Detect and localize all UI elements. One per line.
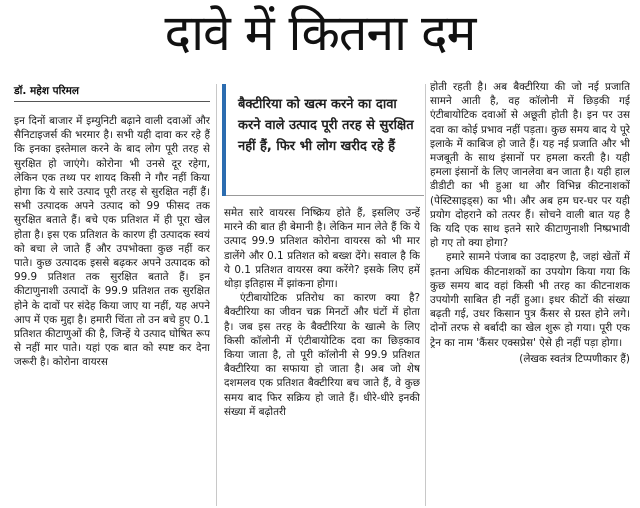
column-divider-1 xyxy=(216,84,217,506)
headline: दावे में कितना दम xyxy=(164,4,476,62)
author-note: (लेखक स्वतंत्र टिप्पणीकार हैं) xyxy=(519,352,630,365)
pullquote-rule xyxy=(226,195,424,196)
column-divider-2 xyxy=(425,84,426,506)
pullquote-text: बैक्टीरिया को खत्म करने का दावा करने वाले उत्पाद पूरी तरह से सुरक्षित नहीं हैं, फिर भी लोग खरीद रहे हैं xyxy=(238,97,414,154)
pullquote-box xyxy=(222,84,424,196)
article-column-2 xyxy=(224,206,420,506)
column3-paragraph-2: हमारे सामने पंजाब का उदाहरण है, जहां खेतों में इतना अधिक कीटनाशकों का उपयोग किया गया कि कुछ समय बाद वहां किसी भी तरह का कीटनाशक उपयोगी साबित ही नहीं हुआ। इधर कीटों की संख्या बढ़ती गई, उधर किसान पुत्र कैंसर से ग्रस्त होने लगे। दोनों तरफ से बर्बादी का खेल शुरू हो गया। पूरी एक ट्रेन का नाम 'कैंसर एक्सप्रेस' ऐसे ही नहीं पड़ा होगा। xyxy=(430,251,630,349)
article-column-3 xyxy=(430,80,630,506)
column3-paragraph-1: होती रहती है। अब बैक्टीरिया की जो नई प्रजाति सामने आती है, वह कॉलोनी में छिड़की गई एंटीबायोटिक दवाओं से अछूती होती है। इन पर उस दवा का कोई प्रभाव नहीं पड़ता। कुछ समय बाद ये पूरे इलाके में काबिज हो जाते हैं। यह नई प्रजाति और भी मजबूती के साथ इंसानों पर हमला करती है। यही हमला इंसानों के लिए जानलेवा बन जाता है। यही हाल डीडीटी का भी हुआ था और विभिन्न कीटनाशकों (पेस्टिसाइड्स) का भी। और अब हम घर-घर पर यही प्रयोग दोहराने को तत्पर हैं। सोचने वाली बात यह है कि यदि एक साथ इतने सारे कीटाणुनाशी निष्प्रभावी हो गए तो क्या होगा? xyxy=(430,81,630,250)
byline: डॉ. महेश परिमल xyxy=(14,85,80,97)
byline-rule xyxy=(14,101,210,102)
column1-paragraph-1: इन दिनों बाजार में इम्युनिटी बढ़ाने वाली दवाओं और सैनिटाइजर्स की भरमार है। सभी यही दावा कर रहे हैं कि इनका इस्तेमाल करने के बाद लोग पूरी तरह से सुरक्षित हो जाएंगे। कोरोना भी उनसे दूर रहेगा, लेकिन एक तथ्य पर शायद किसी ने गौर नहीं किया होगा कि ये सारे उत्पाद पूरी तरह से सुरक्षित नहीं हैं। सभी उत्पादक अपने उत्पाद को 99 फीसद तक सुरक्षित बताते हैं। बचे एक प्रतिशत में ही पूरा खेल होता है। इस एक प्रतिशत के कारण ही उत्पादक स्वयं को बचा ले जाते हैं और उपभोक्ता कुछ नहीं कर पाते। कुछ उत्पादक इससे बढ़कर अपने उत्पादक को 99.9 प्रतिशत तक सुरक्षित बताते हैं। इन कीटाणुनाशी उत्पादों के 99.9 प्रतिशत तक सुरक्षित होने के दावों पर संदेह किया जाए या नहीं, यह अपने आप में एक मुद्दा है। हमारी चिंता तो उन बचे हुए 0.1 प्रतिशत कीटाणुओं की है, जिन्हें ये उत्पाद घोषित रूप से नहीं मार पाते। यहां एक बात को स्पष्ट कर देना जरूरी है। कोरोना वायरस xyxy=(14,115,210,369)
column2-paragraph-2: एंटीबायोटिक प्रतिरोध का कारण क्या है? बैक्टीरिया का जीवन चक्र मिनटों और घंटों में होता है। जब इस तरह के बैक्टीरिया के खात्मे के लिए किसी कॉलोनी में एंटीबायोटिक दवा का छिड़काव किया जाता है, तो पूरी कॉलोनी से 99.9 प्रतिशत बैक्टीरिया का सफाया हो जाता है। अब जो शेष दशमलव एक प्रतिशत बैक्टीरिया बच जाते हैं, वे कुछ समय बाद फिर सक्रिय हो जाते हैं। धीरे-धीरे इनकी संख्या में बढ़ोतरी xyxy=(224,292,420,418)
column2-paragraph-1: समेत सारे वायरस निष्क्रिय होते हैं, इसलिए उन्हें मारने की बात ही बेमानी है। लेकिन मान लेते हैं कि ये उत्पाद 99.9 प्रतिशत कोरोना वायरस को भी मार डालेंगे और 0.1 प्रतिशत को बख्श देंगे। सवाल है कि ये 0.1 प्रतिशत वायरस क्या करेंगे? इसके लिए हमें थोड़ा इतिहास में झांकना होगा। xyxy=(224,207,420,291)
article-column-1 xyxy=(14,114,210,506)
